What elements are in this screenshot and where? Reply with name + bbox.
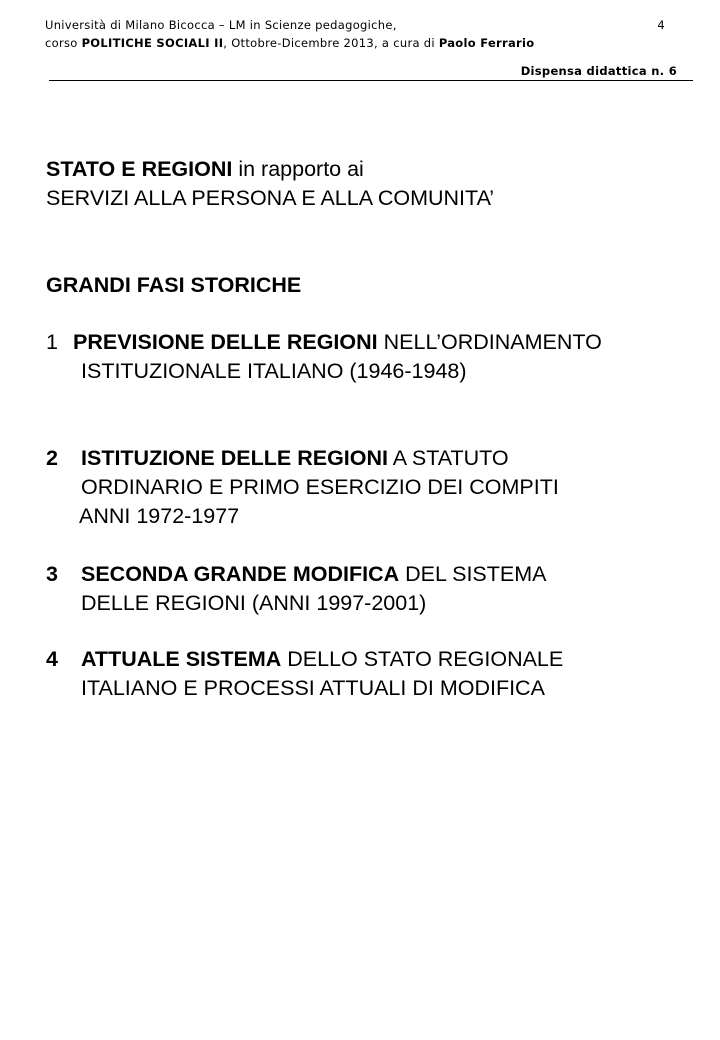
list-item-continuation: ORDINARIO E PRIMO ESERCIZIO DEI COMPITI xyxy=(81,475,559,499)
list-item-continuation: ITALIANO E PROCESSI ATTUALI DI MODIFICA xyxy=(81,676,545,700)
list-item-rest: DEL SISTEMA xyxy=(399,562,547,586)
title-line-2: SERVIZI ALLA PERSONA E ALLA COMUNITA’ xyxy=(46,186,495,210)
list-item-bold: ISTITUZIONE DELLE REGIONI xyxy=(81,446,388,470)
header-line-university: Università di Milano Bicocca – LM in Scienze pedagogiche, xyxy=(45,18,397,32)
list-item-continuation: ANNI 1972-1977 xyxy=(79,504,240,528)
list-item-rest: A STATUTO xyxy=(387,446,509,470)
list-item-rest: DELLO STATO REGIONALE xyxy=(281,647,564,671)
header-author: Paolo Ferrario xyxy=(438,36,535,50)
list-item xyxy=(46,328,602,386)
list-item-bold: ATTUALE SISTEMA xyxy=(81,647,282,671)
list-item-continuation: ISTITUZIONALE ITALIANO (1946-1948) xyxy=(81,359,467,383)
header-course-prefix: corso xyxy=(45,36,82,50)
dispensa-label: Dispensa didattica n. 6 xyxy=(520,64,677,78)
list-item-first-line xyxy=(46,645,563,674)
header-divider xyxy=(49,80,693,81)
list-item xyxy=(46,645,563,703)
title-line-1 xyxy=(46,155,686,184)
document-body xyxy=(46,155,686,700)
page-number: 4 xyxy=(657,18,665,32)
title-bold: STATO E REGIONI xyxy=(46,157,233,181)
title-rest: in rapporto ai xyxy=(232,157,364,181)
list-item xyxy=(46,560,546,618)
list-item-first-line xyxy=(46,444,559,473)
list-item-rest: NELL’ORDINAMENTO xyxy=(377,330,602,354)
list-item-number: 3 xyxy=(46,562,58,586)
list-item-number: 2 xyxy=(46,446,58,470)
list-item-continuation: DELLE REGIONI (ANNI 1997-2001) xyxy=(81,591,427,615)
document-title xyxy=(46,155,686,213)
page-header xyxy=(45,16,693,78)
list-item-bold: SECONDA GRANDE MODIFICA xyxy=(81,562,400,586)
list-item-number: 4 xyxy=(46,647,58,671)
list-item-number: 1 xyxy=(46,330,58,354)
list-item-bold: PREVISIONE DELLE REGIONI xyxy=(73,330,378,354)
header-course-name: POLITICHE SOCIALI II xyxy=(81,36,224,50)
header-line-course xyxy=(45,34,693,52)
header-course-dates: , Ottobre-Dicembre 2013, a cura di xyxy=(223,36,439,50)
list-item xyxy=(46,444,559,531)
list-item-first-line xyxy=(46,328,602,357)
section-heading: GRANDI FASI STORICHE xyxy=(46,273,302,297)
list-item-first-line xyxy=(46,560,546,589)
